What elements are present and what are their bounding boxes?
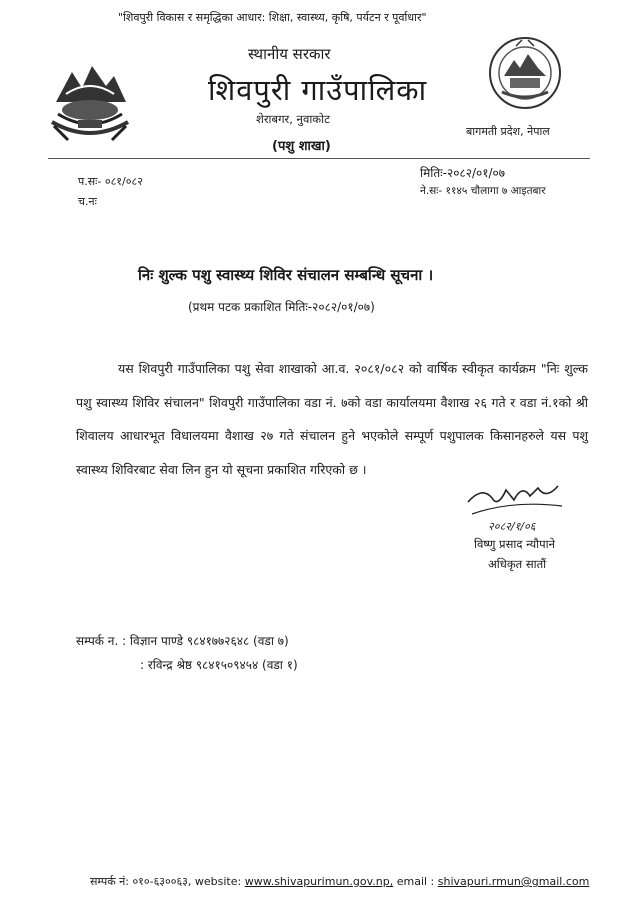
header-divider [48,158,590,159]
nepal-government-emblem-icon [48,62,132,144]
reference-number: प.सः- ०८१/०८२ [78,175,143,188]
notice-title: निः शुल्क पशु स्वास्थ्य शिविर संचालन सम्बन्धि सूचना । [138,266,434,284]
local-government-label: स्थानीय सरकार [248,45,331,63]
footer-email-link[interactable]: shivapuri.rmun@gmail.com [437,875,590,888]
notice-body: यस शिवपुरी गाउँपालिका पशु सेवा शाखाको आ.व. २०८१/०८२ को वार्षिक स्वीकृत कार्यक्रम "निः शुल्क पशु स्वास्थ्य शिविर संचालन" शिवपुरी गाउँपालिका वडा नं. ७को वडा कार्यालयमा वैशाख २६ गते र वडा नं.१को श्री शिवालय आधारभूत विधालयमा वैशाख २७ गते संचालन हुने भएकोले सम्पूर्ण पशुपालक किसानहरुले यस पशु स्वास्थ्य शिविरबाट सेवा लिन हुन यो सूचना प्रकाशित गरिएको छ । [76,361,588,477]
notice-subtitle: (प्रथम पटक प्रकाशित मितिः-२०८२/०१/०७) [188,300,375,314]
slogan: "शिवपुरी विकास र समृद्धिका आधार: शिक्षा, स्वास्थ्य, कृषि, पर्यटन र पूर्वाधार" [118,11,427,24]
footer-email-label: email : [396,875,435,888]
contact-line-2: : रविन्द्र श्रेष्ठ ९८४१५०९४५४ (वडा १) [140,658,298,672]
municipality-name: शिवपुरी गाउँपालिका [208,73,428,107]
nepal-samvat-date: ने.सः- ११४५ चौलागा ७ आइतबार [420,185,546,197]
dispatch-number: च.नः [78,195,97,208]
footer-phone: सम्पर्क नं: ०१०-६३००६३, [90,875,192,888]
footer [90,874,589,889]
address: शेराबगर, नुवाकोट [256,112,330,126]
contact-line-1: सम्पर्क न. : विज्ञान पाण्डे ९८४१७७२६४८ (वडा ७) [76,634,289,648]
municipality-seal-icon [488,36,562,110]
footer-website-label: website: [194,875,242,888]
signatory-name: विष्णु प्रसाद न्यौपाने [474,537,556,551]
footer-website-link[interactable]: www.shivapurimun.gov.np, [244,875,394,888]
branch-name: (पशु शाखा) [272,139,331,154]
handwritten-signature [462,478,572,536]
province-label: बागमती प्रदेश, नेपाल [466,125,550,138]
signature-date: २०८२/१/०६ [488,520,536,533]
signatory-designation: अधिकृत सातौं [488,557,547,571]
letter-date: मितिः-२०८२/०१/०७ [420,166,505,180]
